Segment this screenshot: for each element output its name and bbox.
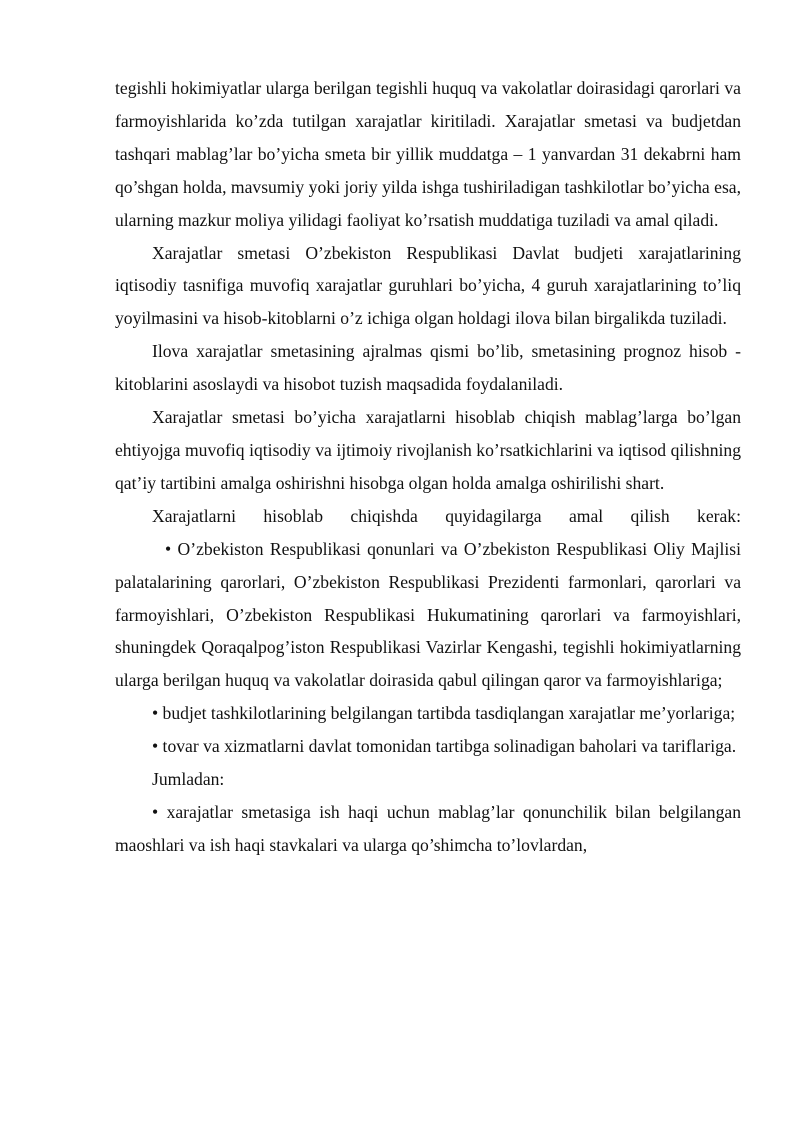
paragraph-calculation: Xarajatlar smetasi bo’yicha xarajatlarni hisoblab chiqish mablag’larga bo’lgan ehtiyojga muvofiq iqtisodiy va ijtimoiy rivojlanish ko’rsatkichlarini va iqtisod qilishning qat’iy tartibini amalga oshirishni hisobga olgan holda amalga oshirilishi shart.: [115, 407, 741, 493]
paragraph-requirements-intro: Xarajatlarni hisoblab chiqishda quyidagilarga amal qilish kerak:: [152, 505, 741, 526]
paragraph-smeta-structure: Xarajatlar smetasi O’zbekiston Respublikasi Davlat budjeti xarajatlarining iqtisodiy tasnifiga muvofiq xarajatlar guruhlari bo’yicha, 4 guruh xarajatlarining to’liq yoyilmasini va hisob-kitoblarni o’z ichiga olgan holdagi ilova bilan birgalikda tuziladi.: [115, 242, 741, 329]
paragraph-jumladan: Jumladan:: [152, 769, 225, 790]
bullet-laws: • O’zbekiston Respublikasi qonunlari va O’zbekiston Respublikasi Oliy Majlisi palatalarining qarorlari, O’zbekiston Respublikasi Prezidenti farmonlari, qarorlari va farmoyishlari, O’zbekiston Respublikasi Hukumatining qarorlari va farmoyishlari, shuningdek Qoraqalpog’iston Respublikasi Vazirlar Kengashi, tegishli hokimiyatlarning ularga berilgan huquq va vakolatlar doirasida qabul qilingan qaror va farmoyishlariga;: [115, 538, 741, 691]
bullet-tariffs: • tovar va xizmatlarni davlat tomonidan tartibga solinadigan baholari va tariflariga.: [152, 736, 737, 757]
bullet-norms: • budjet tashkilotlarining belgilangan tartibda tasdiqlangan xarajatlar me’yorlariga;: [152, 703, 736, 724]
paragraph-ilova: Ilova xarajatlar smetasining ajralmas qismi bo’lib, smetasining prognoz hisob - kitoblarini asoslaydi va hisobot tuzish maqsadida foydalaniladi.: [115, 341, 741, 395]
document-page: [115, 72, 741, 862]
paragraph-continuation: tegishli hokimiyatlar ularga berilgan tegishli huquq va vakolatlar doirasidagi qarorlari va farmoyishlarida ko’zda tutilgan xarajatlar kiritiladi. Xarajatlar smetasi va budjetdan tashqari mablag’lar bo’yicha smeta bir yillik muddatga – 1 yanvardan 31 dekabrni ham qo’shgan holda, mavsumiy yoki joriy yilda ishga tushiriladigan tashkilotlar bo’yicha esa, ularning mazkur moliya yilidagi faoliyat ko’rsatish muddatiga tuziladi va amal qiladi.: [115, 78, 741, 230]
bullet-wages: • xarajatlar smetasiga ish haqi uchun mablag’lar qonunchilik bilan belgilangan maoshlari va ish haqi stavkalari va ularga qo’shimcha to’lovlardan,: [115, 801, 741, 855]
